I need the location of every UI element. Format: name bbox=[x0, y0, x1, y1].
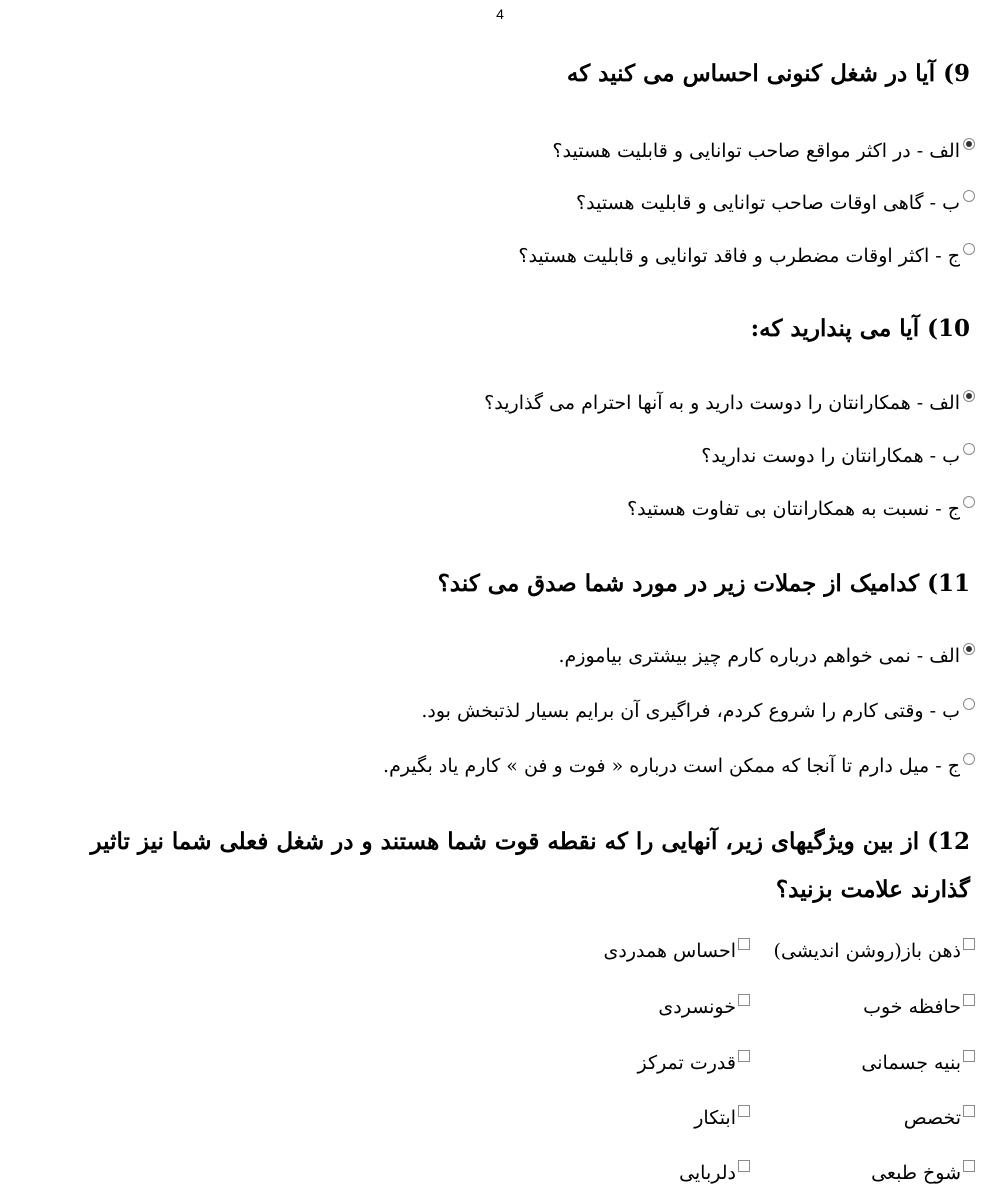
page-number: 4 bbox=[496, 6, 504, 22]
checkbox-item[interactable] bbox=[638, 1052, 750, 1074]
checkbox[interactable] bbox=[963, 1160, 975, 1172]
radio-button[interactable] bbox=[963, 190, 975, 202]
question-9-option-b[interactable] bbox=[576, 192, 975, 214]
checkbox-label: شوخ طبعی bbox=[871, 1162, 961, 1184]
option-label: الف - همکارانتان را دوست دارید و به آنها احترام می گذارید؟ bbox=[484, 392, 960, 414]
question-12-title: 12) از بین ویژگیهای زیر، آنهایی را که نقطه قوت شما هستند و در شغل فعلی شما نیز تاثیر گذارند علامت بزنید؟ bbox=[90, 828, 970, 903]
checkbox-item[interactable] bbox=[863, 996, 975, 1018]
checkbox-item[interactable] bbox=[871, 1162, 975, 1184]
checkbox[interactable] bbox=[963, 1050, 975, 1062]
checkbox-item[interactable] bbox=[694, 1107, 750, 1129]
radio-button[interactable] bbox=[963, 243, 975, 255]
question-10-option-b[interactable] bbox=[701, 445, 975, 467]
radio-button-selected[interactable] bbox=[963, 390, 975, 402]
checkbox-item[interactable] bbox=[774, 940, 975, 962]
checkbox-label: احساس همدردی bbox=[603, 940, 736, 962]
checkbox[interactable] bbox=[738, 1050, 750, 1062]
checkbox-label: بنیه جسمانی bbox=[861, 1052, 961, 1074]
checkbox-item[interactable] bbox=[861, 1052, 975, 1074]
question-11-option-b[interactable] bbox=[421, 700, 975, 722]
checkbox-label: قدرت تمرکز bbox=[637, 1052, 736, 1074]
radio-button[interactable] bbox=[963, 698, 975, 710]
radio-button-selected[interactable] bbox=[963, 138, 975, 150]
checkbox[interactable] bbox=[963, 1105, 975, 1117]
option-label: ج - نسبت به همکارانتان بی تفاوت هستید؟ bbox=[627, 498, 960, 520]
radio-button[interactable] bbox=[963, 496, 975, 508]
question-9-title: 9) آیا در شغل کنونی احساس می کنید که bbox=[566, 60, 970, 87]
checkbox-label: دلربایی bbox=[679, 1162, 736, 1184]
question-10-option-a[interactable] bbox=[484, 392, 975, 414]
option-label: ج - اکثر اوقات مضطرب و فاقد توانایی و قابلیت هستید؟ bbox=[518, 245, 960, 267]
option-label: ج - میل دارم تا آنجا که ممکن است درباره « فوت و فن » کارم یاد بگیرم. bbox=[383, 755, 960, 777]
radio-button[interactable] bbox=[963, 443, 975, 455]
checkbox[interactable] bbox=[738, 938, 750, 950]
question-10-option-c[interactable] bbox=[627, 498, 975, 520]
checkbox-item[interactable] bbox=[679, 1162, 750, 1184]
checkbox-label: ابتکار bbox=[694, 1107, 736, 1129]
checkbox-item[interactable] bbox=[604, 940, 750, 962]
question-9-option-a[interactable] bbox=[552, 140, 975, 162]
radio-button-selected[interactable] bbox=[963, 643, 975, 655]
checkbox-label: خونسردی bbox=[658, 996, 736, 1018]
option-label: ب - گاهی اوقات صاحب توانایی و قابلیت هستید؟ bbox=[576, 192, 960, 214]
checkbox-label: ذهن باز(روشن اندیشی) bbox=[773, 940, 961, 962]
checkbox-item[interactable] bbox=[658, 996, 750, 1018]
question-11-title: 11) کدامیک از جملات زیر در مورد شما صدق می کند؟ bbox=[437, 570, 970, 597]
checkbox[interactable] bbox=[738, 994, 750, 1006]
question-10-title: 10) آیا می پندارید که: bbox=[750, 315, 970, 342]
question-11-option-a[interactable] bbox=[558, 645, 975, 667]
checkbox[interactable] bbox=[963, 938, 975, 950]
option-label: ب - همکارانتان را دوست ندارید؟ bbox=[701, 445, 960, 467]
question-11-option-c[interactable] bbox=[383, 755, 975, 777]
checkbox-label: حافظه خوب bbox=[863, 996, 961, 1018]
checkbox[interactable] bbox=[963, 994, 975, 1006]
option-label: ب - وقتی کارم را شروع کردم، فراگیری آن برایم بسیار لذتبخش بود. bbox=[421, 700, 960, 722]
checkbox[interactable] bbox=[738, 1105, 750, 1117]
option-label: الف - نمی خواهم درباره کارم چیز بیشتری بیاموزم. bbox=[558, 645, 960, 667]
checkbox-item[interactable] bbox=[904, 1107, 975, 1129]
question-9-option-c[interactable] bbox=[518, 245, 975, 267]
option-label: الف - در اکثر مواقع صاحب توانایی و قابلیت هستید؟ bbox=[552, 140, 960, 162]
radio-button[interactable] bbox=[963, 753, 975, 765]
checkbox-label: تخصص bbox=[903, 1107, 961, 1129]
checkbox[interactable] bbox=[738, 1160, 750, 1172]
